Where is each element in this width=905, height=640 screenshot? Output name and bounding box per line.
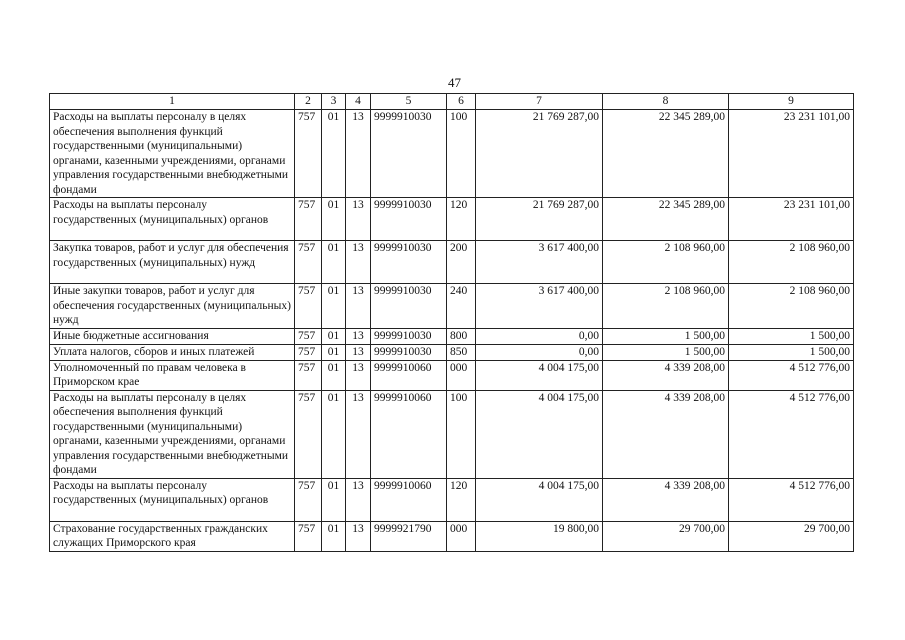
expense-name: Иные закупки товаров, работ и услуг для обеспечения государственных (муниципальных) нужд (50, 284, 295, 329)
amount-year-3: 4 512 776,00 (729, 390, 854, 478)
expense-type-code: 850 (447, 344, 476, 360)
subsection-code: 13 (346, 110, 371, 198)
target-article-code: 9999910060 (371, 478, 447, 521)
amount-year-2: 2 108 960,00 (603, 241, 729, 284)
amount-year-2: 4 339 208,00 (603, 360, 729, 390)
table-row (50, 360, 854, 390)
amount-year-1: 21 769 287,00 (476, 110, 603, 198)
target-article-code: 9999910030 (371, 241, 447, 284)
subsection-code: 13 (346, 198, 371, 241)
amount-year-1: 0,00 (476, 328, 603, 344)
grbs-code: 757 (295, 241, 322, 284)
column-header: 7 (476, 94, 603, 110)
grbs-code: 757 (295, 110, 322, 198)
amount-year-1: 4 004 175,00 (476, 390, 603, 478)
table-row (50, 521, 854, 551)
amount-year-3: 23 231 101,00 (729, 198, 854, 241)
table-row (50, 284, 854, 329)
expense-type-code: 100 (447, 110, 476, 198)
expense-name: Закупка товаров, работ и услуг для обеспечения государственных (муниципальных) нужд (50, 241, 295, 284)
amount-year-3: 1 500,00 (729, 328, 854, 344)
amount-year-1: 19 800,00 (476, 521, 603, 551)
section-code: 01 (322, 284, 346, 329)
expense-name: Страхование государственных гражданских служащих Приморского края (50, 521, 295, 551)
grbs-code: 757 (295, 328, 322, 344)
subsection-code: 13 (346, 360, 371, 390)
expense-type-code: 800 (447, 328, 476, 344)
table-row (50, 344, 854, 360)
expense-name: Расходы на выплаты персоналу государственных (муниципальных) органов (50, 198, 295, 241)
section-code: 01 (322, 198, 346, 241)
expense-name: Уполномоченный по правам человека в Приморском крае (50, 360, 295, 390)
expense-name: Расходы на выплаты персоналу в целях обеспечения выполнения функций государственными (муниципальными) органами, казенными учреждениями, органами управления государственными внебюджетными фондами (50, 390, 295, 478)
amount-year-1: 3 617 400,00 (476, 284, 603, 329)
section-code: 01 (322, 390, 346, 478)
amount-year-2: 4 339 208,00 (603, 390, 729, 478)
amount-year-1: 4 004 175,00 (476, 478, 603, 521)
budget-table (49, 93, 854, 552)
table-row (50, 110, 854, 198)
grbs-code: 757 (295, 284, 322, 329)
table-row (50, 390, 854, 478)
expense-name: Иные бюджетные ассигнования (50, 328, 295, 344)
amount-year-1: 3 617 400,00 (476, 241, 603, 284)
amount-year-1: 0,00 (476, 344, 603, 360)
table-row (50, 478, 854, 521)
section-code: 01 (322, 110, 346, 198)
column-header: 5 (371, 94, 447, 110)
amount-year-2: 22 345 289,00 (603, 110, 729, 198)
target-article-code: 9999910030 (371, 328, 447, 344)
subsection-code: 13 (346, 284, 371, 329)
expense-name: Расходы на выплаты персоналу государственных (муниципальных) органов (50, 478, 295, 521)
table-row (50, 241, 854, 284)
expense-type-code: 240 (447, 284, 476, 329)
section-code: 01 (322, 360, 346, 390)
expense-type-code: 100 (447, 390, 476, 478)
column-header: 9 (729, 94, 854, 110)
amount-year-3: 29 700,00 (729, 521, 854, 551)
amount-year-3: 23 231 101,00 (729, 110, 854, 198)
amount-year-2: 22 345 289,00 (603, 198, 729, 241)
column-header: 3 (322, 94, 346, 110)
column-header: 2 (295, 94, 322, 110)
amount-year-2: 1 500,00 (603, 328, 729, 344)
amount-year-3: 4 512 776,00 (729, 478, 854, 521)
target-article-code: 9999910030 (371, 344, 447, 360)
grbs-code: 757 (295, 360, 322, 390)
section-code: 01 (322, 521, 346, 551)
expense-name: Уплата налогов, сборов и иных платежей (50, 344, 295, 360)
expense-type-code: 120 (447, 198, 476, 241)
target-article-code: 9999921790 (371, 521, 447, 551)
subsection-code: 13 (346, 521, 371, 551)
target-article-code: 9999910030 (371, 110, 447, 198)
subsection-code: 13 (346, 478, 371, 521)
amount-year-1: 4 004 175,00 (476, 360, 603, 390)
section-code: 01 (322, 478, 346, 521)
subsection-code: 13 (346, 328, 371, 344)
table-row (50, 328, 854, 344)
amount-year-2: 4 339 208,00 (603, 478, 729, 521)
amount-year-2: 1 500,00 (603, 344, 729, 360)
amount-year-3: 4 512 776,00 (729, 360, 854, 390)
grbs-code: 757 (295, 478, 322, 521)
table-row (50, 198, 854, 241)
target-article-code: 9999910060 (371, 360, 447, 390)
amount-year-3: 1 500,00 (729, 344, 854, 360)
target-article-code: 9999910030 (371, 284, 447, 329)
column-header: 8 (603, 94, 729, 110)
subsection-code: 13 (346, 390, 371, 478)
target-article-code: 9999910060 (371, 390, 447, 478)
amount-year-2: 29 700,00 (603, 521, 729, 551)
section-code: 01 (322, 241, 346, 284)
expense-name: Расходы на выплаты персоналу в целях обеспечения выполнения функций государственными (муниципальными) органами, казенными учреждениями, органами управления государственными внебюджетными фондами (50, 110, 295, 198)
grbs-code: 757 (295, 390, 322, 478)
target-article-code: 9999910030 (371, 198, 447, 241)
section-code: 01 (322, 344, 346, 360)
expense-type-code: 120 (447, 478, 476, 521)
expense-type-code: 000 (447, 521, 476, 551)
amount-year-2: 2 108 960,00 (603, 284, 729, 329)
amount-year-3: 2 108 960,00 (729, 284, 854, 329)
subsection-code: 13 (346, 241, 371, 284)
page-number: 47 (448, 75, 461, 90)
column-header: 6 (447, 94, 476, 110)
amount-year-3: 2 108 960,00 (729, 241, 854, 284)
grbs-code: 757 (295, 198, 322, 241)
subsection-code: 13 (346, 344, 371, 360)
grbs-code: 757 (295, 521, 322, 551)
expense-type-code: 200 (447, 241, 476, 284)
table-header-row (50, 94, 854, 110)
section-code: 01 (322, 328, 346, 344)
expense-type-code: 000 (447, 360, 476, 390)
grbs-code: 757 (295, 344, 322, 360)
column-header: 4 (346, 94, 371, 110)
amount-year-1: 21 769 287,00 (476, 198, 603, 241)
column-header: 1 (50, 94, 295, 110)
